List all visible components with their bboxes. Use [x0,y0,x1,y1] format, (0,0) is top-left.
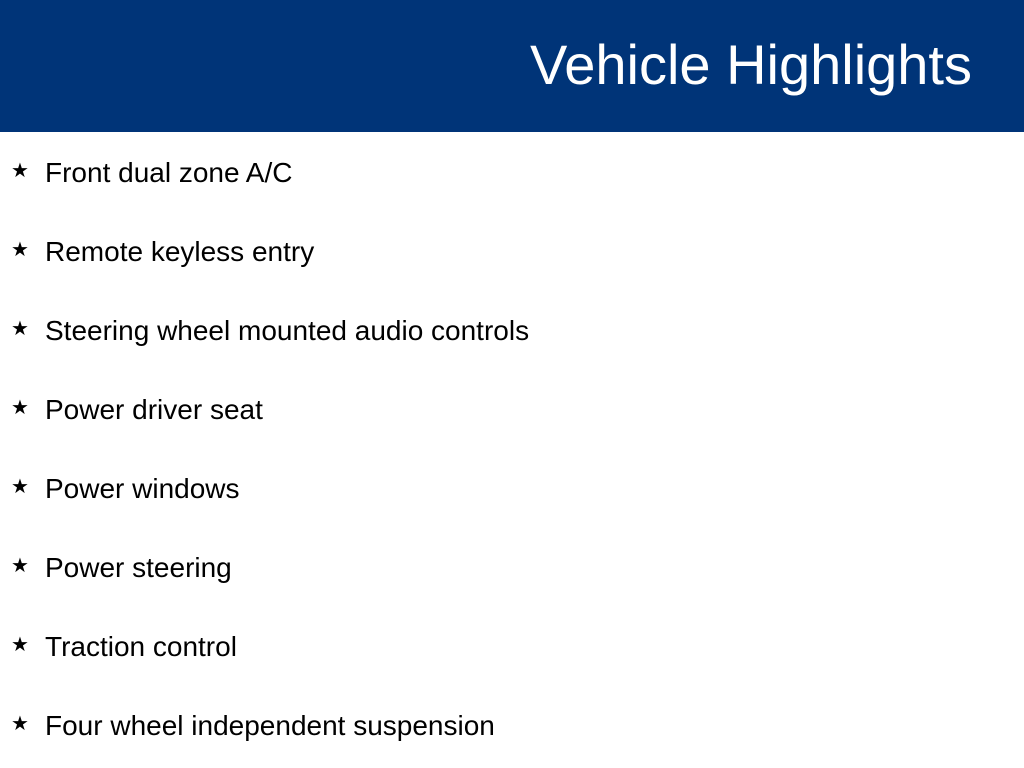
list-item [0,377,1024,456]
star-icon: ★ [11,632,29,656]
list-item [0,219,1024,298]
list-item [0,140,1024,219]
list-item-label: Traction control [45,631,237,662]
list-item-label: Steering wheel mounted audio controls [45,315,530,346]
list-item [0,456,1024,535]
star-icon: ★ [11,158,29,182]
list-item-label: Remote keyless entry [45,236,315,267]
list-item [0,298,1024,377]
list-item-label: Four wheel independent suspension [45,710,495,741]
list-item-label: Front dual zone A/C [45,157,293,188]
list-item-label: Power windows [45,473,240,504]
page-title: Vehicle Highlights [529,33,972,96]
list-item [0,535,1024,614]
star-icon: ★ [11,711,29,735]
star-icon: ★ [11,237,29,261]
star-icon: ★ [11,474,29,498]
list-item-label: Power steering [45,552,232,583]
star-icon: ★ [11,553,29,577]
header-bar [0,0,1024,132]
list-item [0,614,1024,693]
highlights-list [0,140,1024,768]
star-icon: ★ [11,395,29,419]
list-item-label: Power driver seat [45,394,263,425]
list-item [0,693,1024,768]
star-icon: ★ [11,316,29,340]
